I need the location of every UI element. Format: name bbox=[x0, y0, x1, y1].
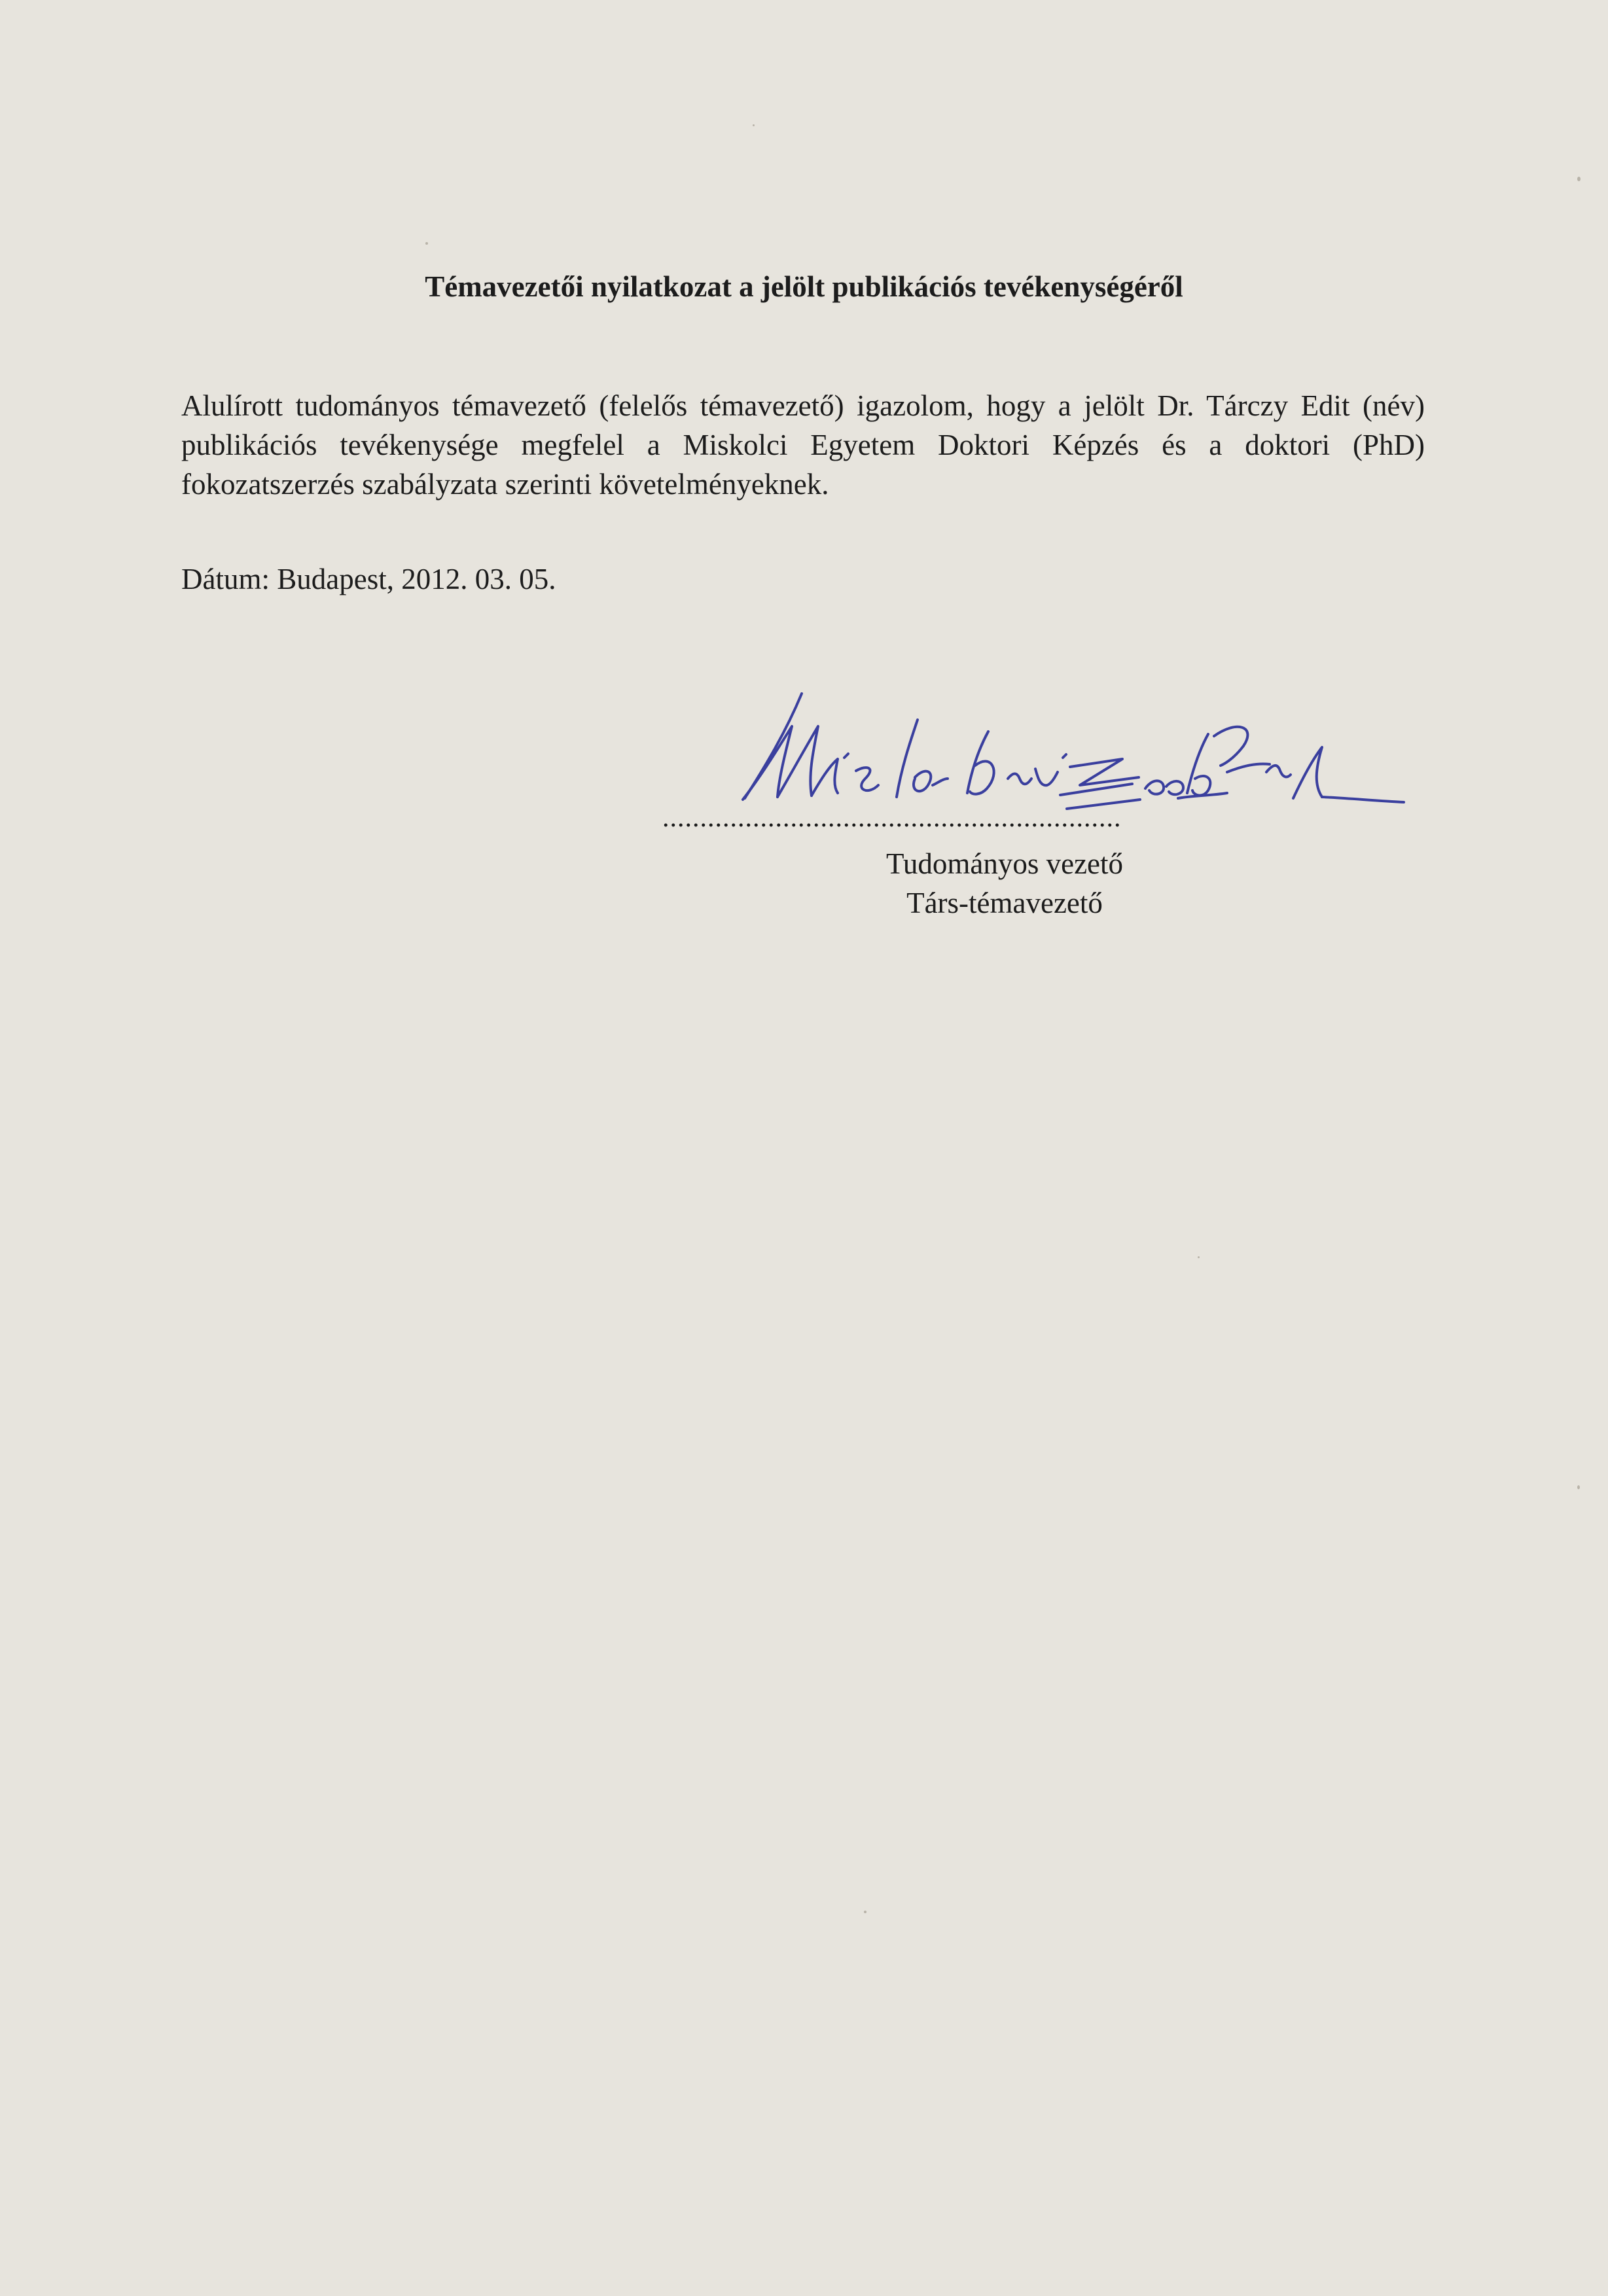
paper-speck bbox=[1577, 1485, 1580, 1489]
date-line: Dátum: Budapest, 2012. 03. 05. bbox=[181, 563, 556, 595]
page-title: Témavezetői nyilatkozat a jelölt publikációs tevékenységéről bbox=[425, 270, 1183, 303]
paper-speck bbox=[425, 242, 428, 245]
paper-speck bbox=[1198, 1256, 1200, 1258]
signatory-role-secondary: Társ-témavezető bbox=[906, 887, 1103, 919]
signatory-role-primary: Tudományos vezető bbox=[885, 847, 1124, 880]
paper-speck bbox=[1577, 177, 1581, 181]
paper-speck bbox=[753, 124, 755, 126]
paper-speck bbox=[864, 1911, 867, 1913]
declaration-paragraph: Alulírott tudományos témavezető (felelős témavezető) igazolom, hogy a jelölt Dr. Tárczy Edit (név) publikációs tevékenysége megfelel a Miskolci Egyetem Doktori Képzés és a doktori (PhD) fokozatszerzés szabályzata szerinti követelményeknek. bbox=[181, 389, 1425, 501]
handwritten-signature bbox=[740, 680, 1407, 811]
signature-line: ............................................................. bbox=[662, 805, 1122, 831]
